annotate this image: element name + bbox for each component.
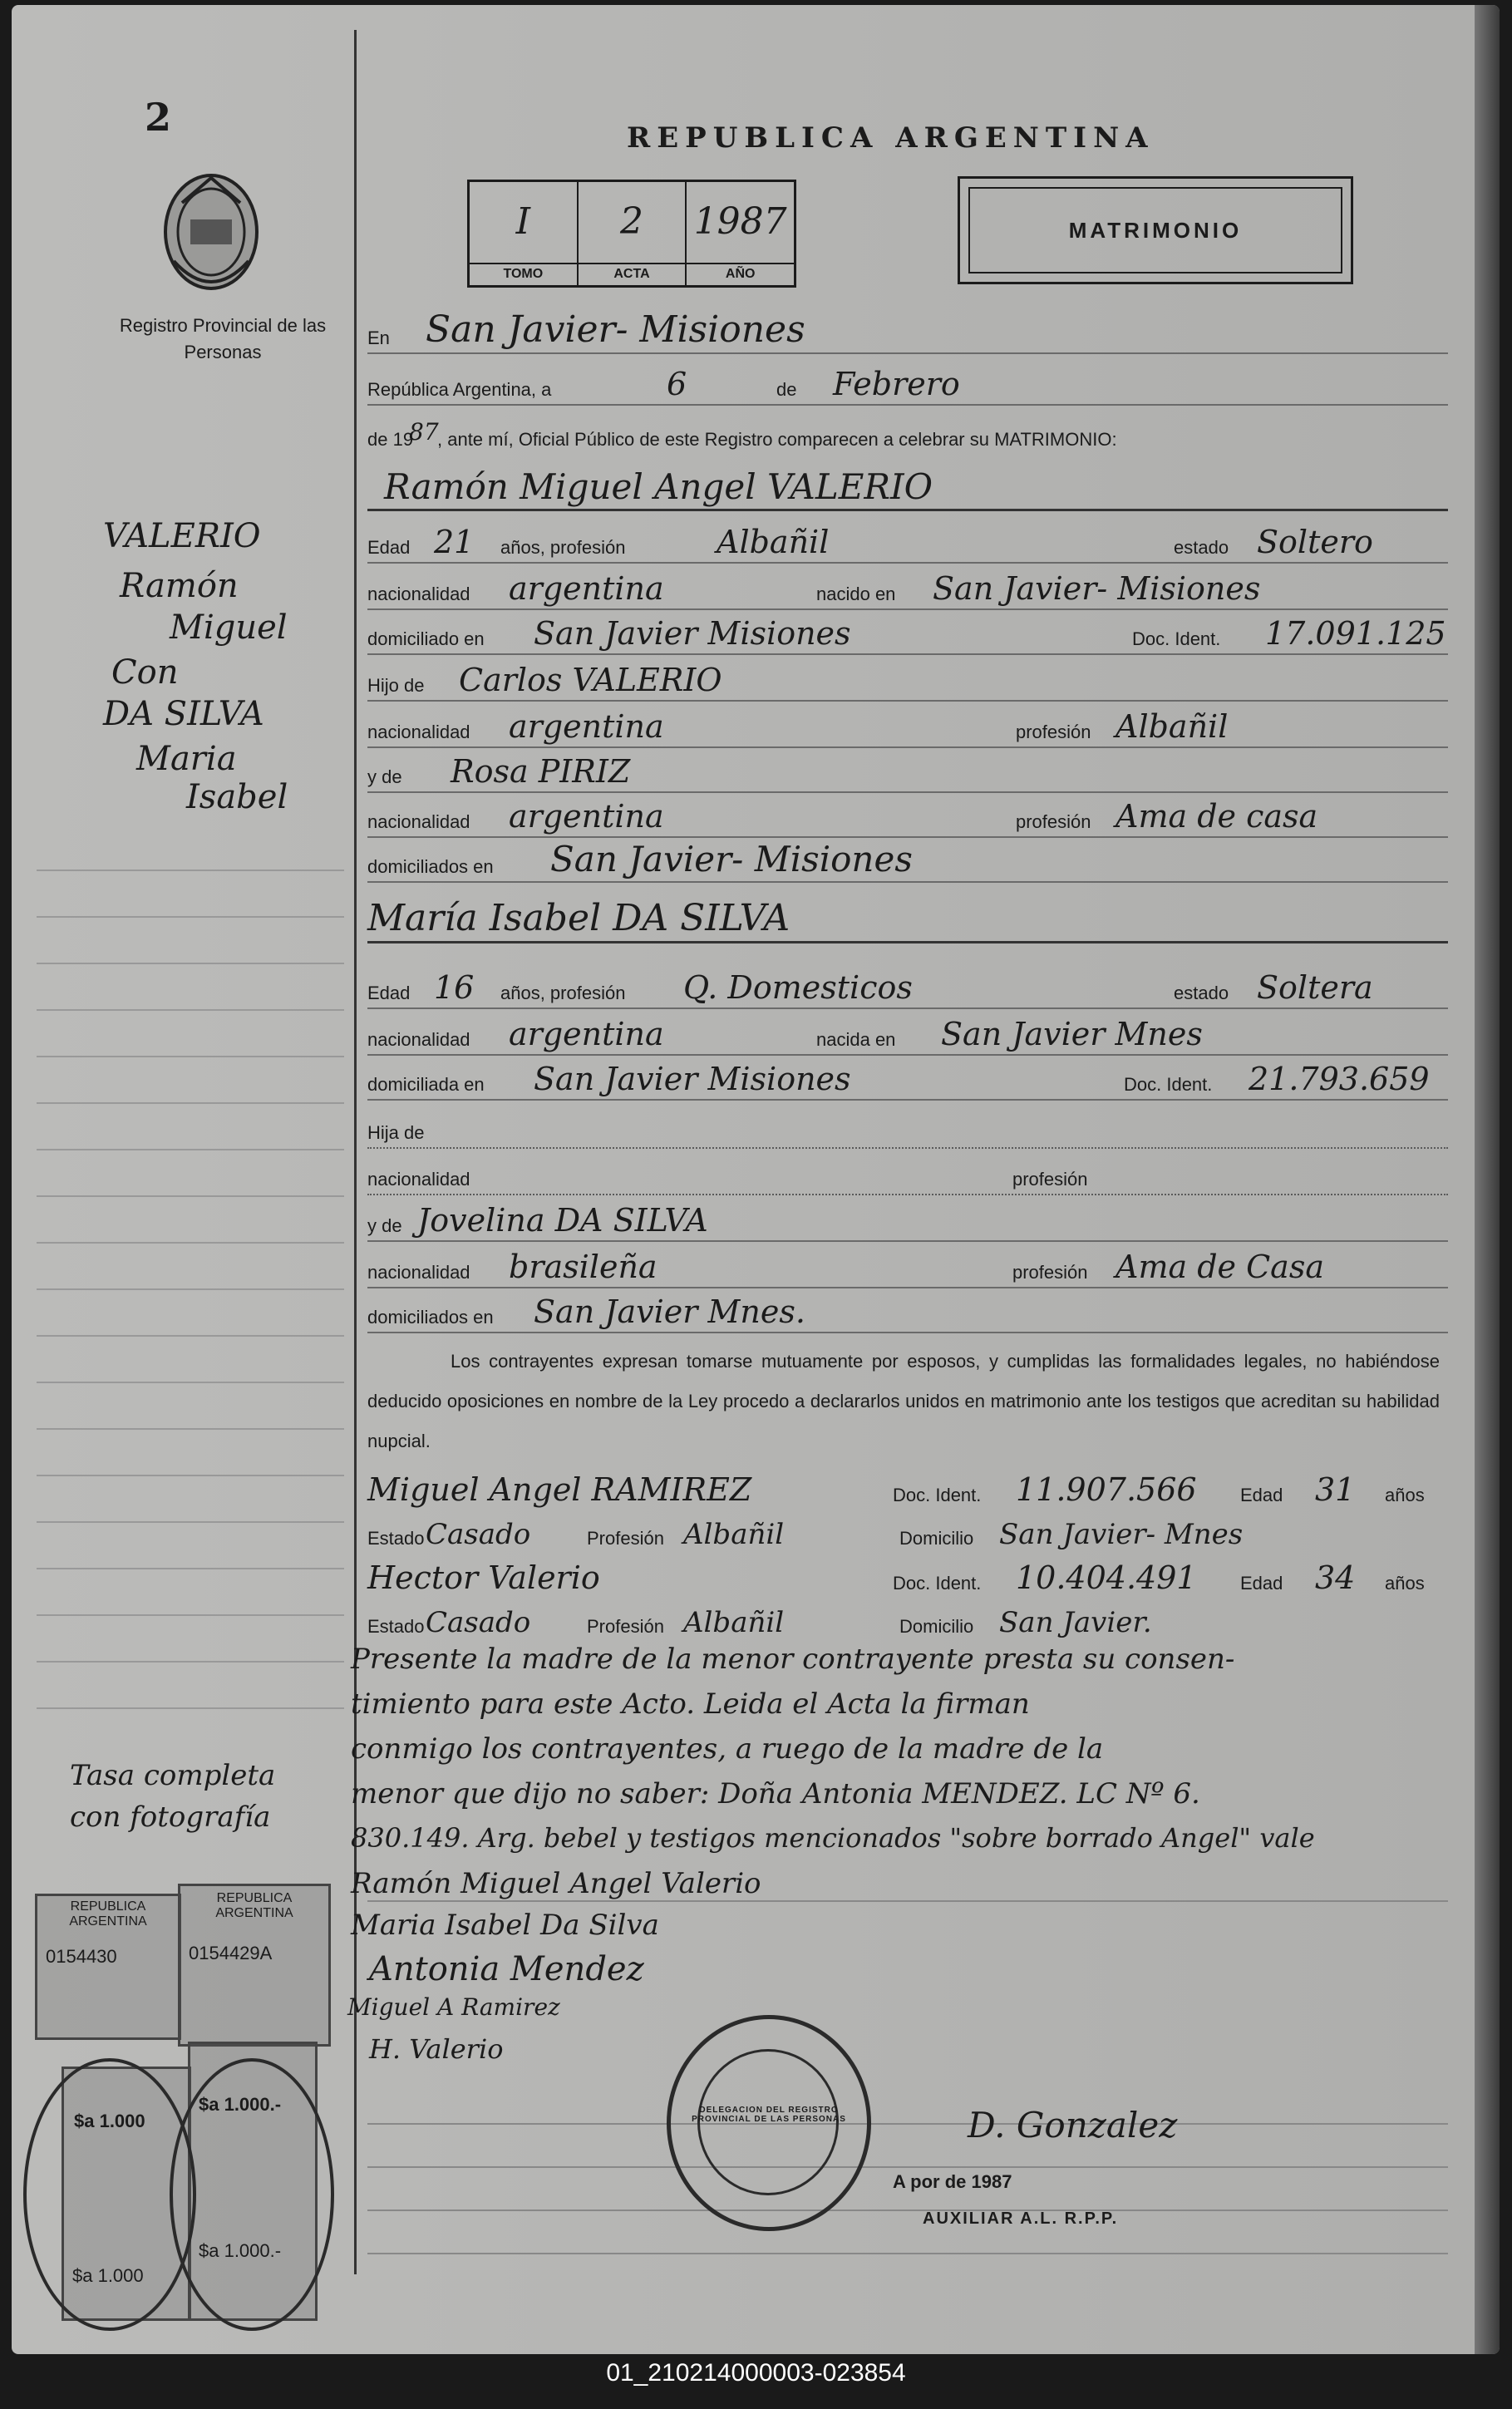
margin-rule-line [37,1288,344,1290]
margin-note-line: Ramón [120,567,239,605]
record-number-box [467,180,796,288]
bride-nat-row [367,1016,1448,1056]
official-signature: D. Gonzalez [968,2105,1178,2145]
margin-note-line: VALERIO [103,517,261,555]
bride-status: Soltera [1257,969,1373,1006]
margin-rule-line [37,1195,344,1197]
estado-label: Estado [367,1616,425,1637]
profesion-label: profesión [1012,1262,1088,1283]
profesion-label: profesión [1016,811,1091,832]
bride-dom-row [367,1061,1448,1101]
profesion-label: profesión [1016,722,1091,742]
rule-line [367,2166,1448,2168]
bride-age-row [367,969,1448,1009]
witness2-detail-row [367,1608,1448,1641]
year-prefix: de 19 [367,429,414,450]
margin-note-line: Miguel [170,608,288,647]
margin-note-line: Maria [136,740,237,778]
anio-label: AÑO [687,263,794,282]
margin-rule-line [37,1568,344,1569]
groom-signature: Ramón Miguel Angel Valerio [351,1867,761,1900]
bride-mother-row [367,1202,1448,1242]
groom-name-row [367,467,1448,511]
father-nat-row [367,708,1448,748]
rule-line [367,2123,1448,2125]
margin-rule-line [37,1614,344,1616]
anios-label: años [1385,1573,1425,1594]
doc-ident-label: Doc. Ident. [1132,628,1221,649]
stamp-header: REPUBLICA ARGENTINA [215,1891,293,1920]
stamp-value: $a 1.000.- [199,2094,282,2115]
de-label: de [776,379,797,400]
legal-text: Los contrayentes expresan tomarse mutuamente por esposos, y cumplidas las formalidades legales, no habiéndose deducido oposiciones en nombre de la Ley procedo a declararlos unidos en matrimonio ante los testigos que acreditan su habilidad nupcial. [367,1351,1440,1451]
margin-rule-line [37,870,344,871]
groom-profession: Albañil [717,524,830,560]
doc-ident-label: Doc. Ident. [893,1485,982,1505]
document-page [12,5,1500,2354]
margin-rule-line [37,1661,344,1663]
mother-nat-row [367,798,1448,838]
witness2-status: Casado [426,1606,531,1639]
y-de-label: y de [367,1215,402,1236]
nacionalidad-label: nacionalidad [367,722,470,742]
rule-line [367,2209,1448,2211]
tasa-note: con fotografía [70,1801,271,1834]
stamp-number: 0154430 [46,1946,117,1967]
groom-parents-domicile: San Javier- Misiones [550,839,913,879]
fiscal-stamp [35,1894,181,2040]
witness2-age: 34 [1315,1559,1356,1596]
groom-age: 21 [434,524,475,560]
father-row [367,662,1448,702]
fiscal-stamp [178,1884,331,2047]
bride-domicile: San Javier Misiones [534,1061,851,1097]
bride-mother-profession: Ama de Casa [1116,1249,1324,1285]
estado-label: Estado [367,1528,425,1549]
domiciliados-label: domiciliados en [367,1307,494,1328]
edad-label: Edad [1240,1485,1283,1505]
date-row [367,366,1448,406]
tomo-label: TOMO [470,263,577,282]
nacionalidad-label: nacionalidad [367,1029,470,1050]
official-line: A por de 1987 [893,2171,1012,2192]
stamp-value: $a 1.000 [72,2265,144,2286]
margin-rule-line [37,1428,344,1430]
witness1-detail-row [367,1520,1448,1553]
nacida-en-label: nacida en [816,1029,896,1050]
domiciliados-label: domiciliados en [367,856,494,877]
father-nationality: argentina [509,708,664,745]
margin-rule-line [37,1009,344,1011]
witness1-signature: Miguel A Ramirez [347,1993,560,2021]
file-id: 01_210214000003-023854 [606,2359,906,2387]
place-row [367,308,1448,354]
witness1-status: Casado [426,1518,531,1551]
groom-age-row [367,524,1448,564]
margin-rule-line [37,1382,344,1383]
nacionalidad-label: nacionalidad [367,811,470,832]
bride-father-nat-row [367,1160,1448,1195]
bride-father-row [367,1114,1448,1149]
tasa-note: Tasa completa [70,1759,276,1792]
groom-dom-row [367,615,1448,655]
country-title: REPUBLICA ARGENTINA [627,121,1155,155]
margin-rule-line [37,1475,344,1476]
nacionalidad-label: nacionalidad [367,584,470,604]
bride-signature: Maria Isabel Da Silva [351,1909,659,1942]
edad-label: Edad [367,983,411,1003]
profesion-label: profesión [1012,1169,1088,1190]
domicilio-label: Domicilio [899,1528,974,1549]
profesion-label: Profesión [587,1616,664,1637]
margin-note-line: Con [111,653,179,692]
bride-name-row [367,899,1448,943]
rule-line [367,1900,1448,1902]
mother-signature: Antonia Mendez [369,1950,644,1988]
provincial-seal-icon [157,170,265,303]
registry-name: Registro Provincial de las Personas [119,315,327,362]
witness1-row [367,1471,1448,1510]
doc-ident-label: Doc. Ident. [1124,1074,1213,1095]
margin-rule-line [37,1102,344,1104]
en-label: En [367,328,390,348]
tomo-value: I [515,200,531,243]
bride-age: 16 [434,969,475,1006]
bride-parents-domicile: San Javier Mnes. [534,1293,805,1330]
groom-name: Ramón Miguel Angel VALERIO [384,466,933,507]
groom-nat-row [367,570,1448,610]
note-line-5: 830.149. Arg. bebel y testigos mencionados "sobre borrado Angel" vale [351,1822,1315,1854]
witness1-profession: Albañil [683,1518,785,1551]
witness2-doc: 10.404.491 [1016,1559,1197,1596]
nacionalidad-label: nacionalidad [367,1169,470,1190]
note-line-4: menor que dijo no saber: Doña Antonia MENDEZ. LC Nº 6. [351,1777,1200,1810]
margin-rule-line [37,1149,344,1150]
rule-line [367,2253,1448,2254]
witness2-row [367,1559,1448,1598]
witness2-domicile: San Javier. [999,1606,1152,1639]
year-suffix: 87 [409,418,439,446]
marriage-month: Febrero [833,366,960,402]
groom-domicile: San Javier Misiones [534,615,851,652]
margin-rule-line [37,1335,344,1337]
marriage-place: San Javier- Misiones [426,308,805,351]
profesion-label: Profesión [587,1528,664,1549]
margin-rule-line [37,1242,344,1244]
act-type-box [958,176,1353,284]
margin-rule-line [37,1521,344,1523]
book-spine [1475,5,1500,2354]
bride-birthplace: San Javier Mnes [941,1016,1203,1052]
bride-mother-nat-row [367,1249,1448,1288]
edad-label: Edad [367,537,411,558]
seal-text: DELEGACION DEL REGISTRO PROVINCIAL DE LAS PERSONAS [692,2106,846,2124]
bride-profession: Q. Domesticos [683,969,913,1006]
bride-parents-dom-row [367,1293,1448,1333]
bride-mother-name: Jovelina DA SILVA [417,1202,708,1239]
bride-doc: 21.793.659 [1249,1061,1430,1097]
groom-mother-name: Rosa PIRIZ [451,753,631,790]
registry-seal [667,2015,871,2231]
groom-mother-nationality: argentina [509,798,664,835]
margin-rule-line [37,1707,344,1709]
estado-label: estado [1174,537,1229,558]
stamp-number: 0154429A [189,1943,273,1963]
margin-rule-line [37,963,344,964]
father-name: Carlos VALERIO [459,662,722,698]
bride-nationality: argentina [509,1016,664,1052]
groom-mother-profession: Ama de casa [1116,798,1318,835]
note-line-2: timiento para este Acto. Leida el Acta la firman [351,1687,1030,1721]
estado-label: estado [1174,983,1229,1003]
intro-sentence: , ante mí, Oficial Público de este Registro comparecen a celebrar su MATRIMONIO: [437,429,1117,450]
stamp-header: REPUBLICA ARGENTINA [69,1899,147,1929]
y-de-label: y de [367,766,402,787]
nacido-en-label: nacido en [816,584,896,604]
witness1-age: 31 [1315,1471,1356,1508]
official-title: AUXILIAR A.L. R.P.P. [923,2209,1119,2228]
year-row [367,418,1448,454]
note-line-3: conmigo los contrayentes, a ruego de la madre de la [351,1732,1104,1766]
nacionalidad-label: nacionalidad [367,1262,470,1283]
domiciliada-label: domiciliada en [367,1074,485,1095]
witness1-domicile: San Javier- Mnes [999,1518,1244,1551]
groom-birthplace: San Javier- Misiones [933,570,1261,607]
acta-label: ACTA [579,263,686,282]
domicilio-label: Domicilio [899,1616,974,1637]
anio-value: 1987 [693,200,787,243]
marriage-day: 6 [667,366,687,402]
witness2-name: Hector Valerio [367,1559,600,1596]
witness2-profession: Albañil [683,1606,785,1639]
note-line-1: Presente la madre de la menor contrayente presta su consen- [351,1643,1235,1676]
domiciliado-label: domiciliado en [367,628,485,649]
margin-note-line: Isabel [186,778,288,816]
hijo-de-label: Hijo de [367,675,425,696]
anios-label: años [1385,1485,1425,1505]
groom-status: Soltero [1257,524,1373,560]
edad-label: Edad [1240,1573,1283,1594]
witness2-signature: H. Valerio [369,2033,504,2065]
groom-nationality: argentina [509,570,664,607]
father-profession: Albañil [1116,708,1229,745]
page-number: 2 [145,95,172,140]
hija-de-label: Hija de [367,1122,425,1143]
witness1-name: Miguel Angel RAMIREZ [367,1471,752,1508]
cancellation-stamp [170,2058,334,2331]
parents-dom-row [367,839,1448,883]
stamp-value: $a 1.000.- [199,2240,282,2261]
anios-prof-label: años, profesión [500,983,626,1003]
witness1-doc: 11.907.566 [1016,1471,1197,1508]
mother-row [367,753,1448,793]
bride-name: María Isabel DA SILVA [367,897,790,939]
margin-note-line: DA SILVA [103,695,264,733]
margin-rule-line [37,1056,344,1057]
stamp-value: $a 1.000 [74,2111,145,2131]
acta-value: 2 [620,200,643,243]
doc-ident-label: Doc. Ident. [893,1573,982,1594]
margin-rule-line [37,916,344,918]
republica-label: República Argentina, a [367,379,552,400]
anios-prof-label: años, profesión [500,537,626,558]
act-type: MATRIMONIO [968,187,1342,273]
bride-mother-nationality: brasileña [509,1249,657,1285]
groom-doc: 17.091.125 [1265,615,1446,652]
